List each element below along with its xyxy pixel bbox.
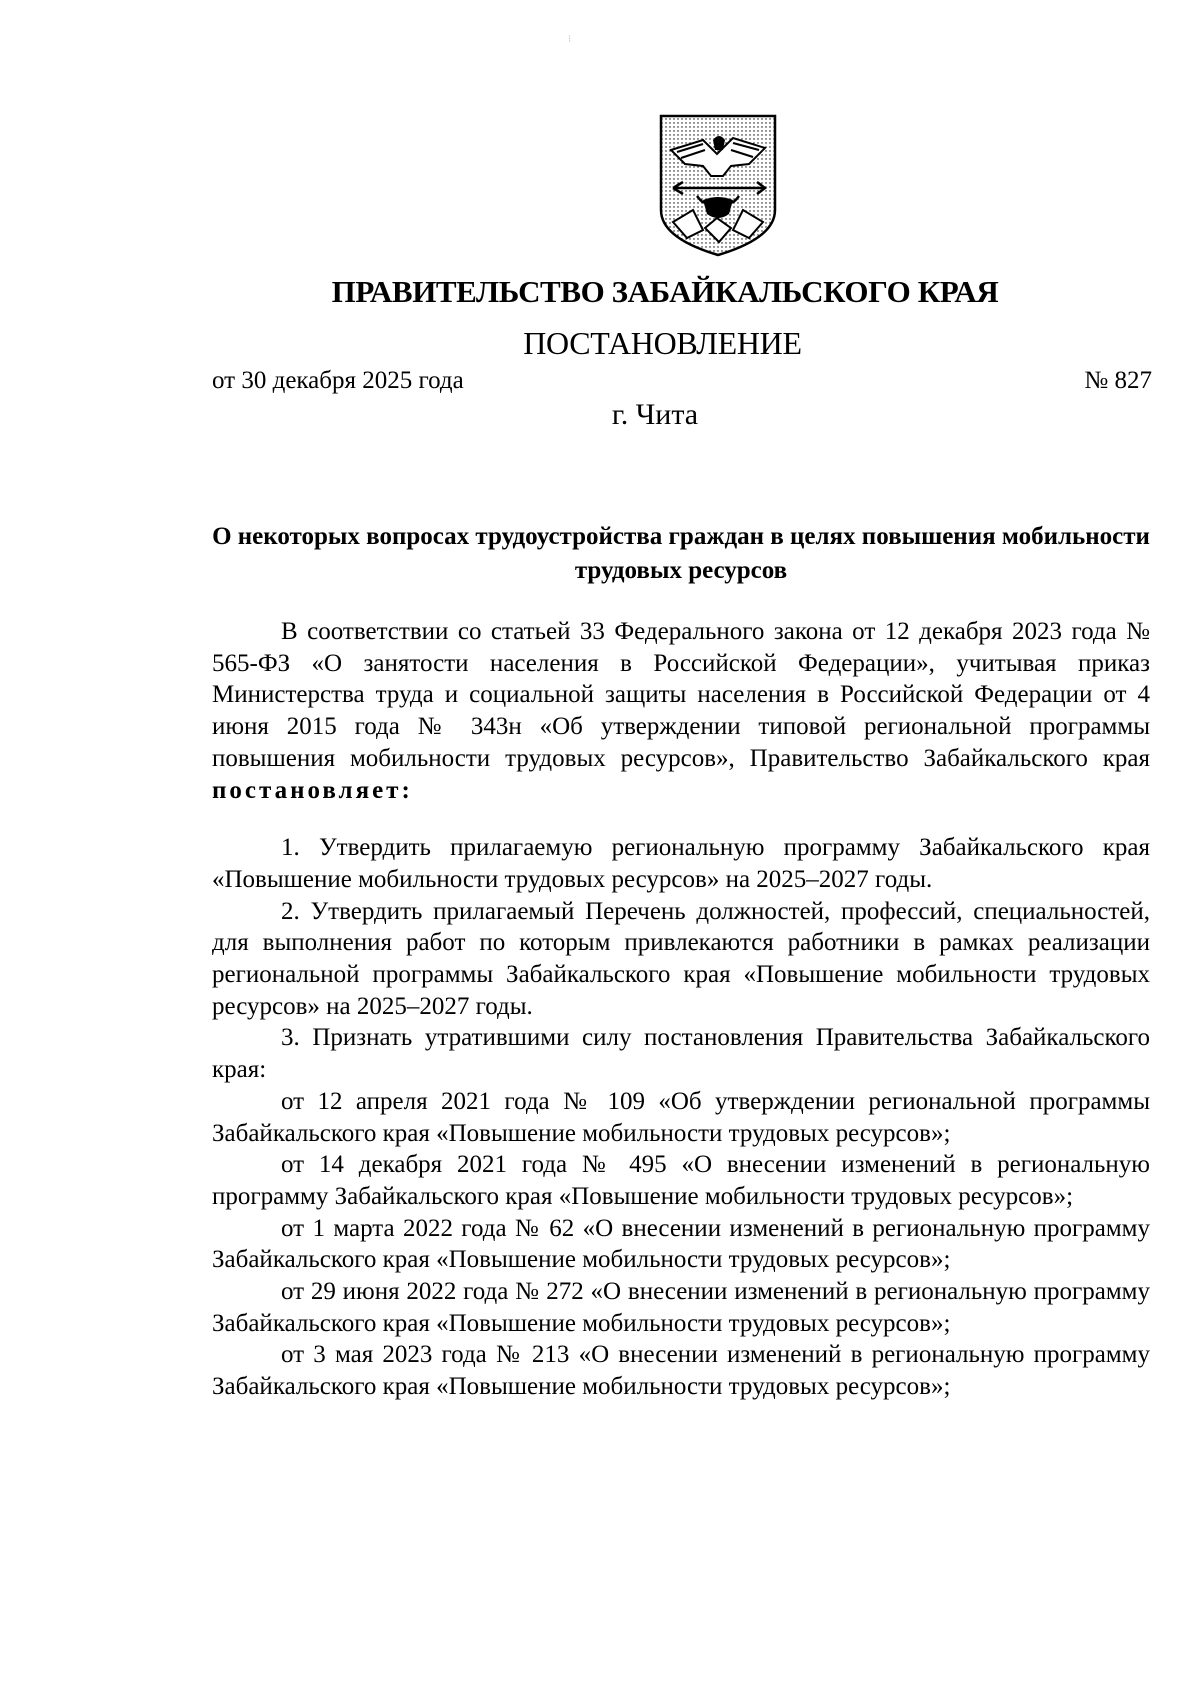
repealed-item: от 29 июня 2022 года № 272 «О внесении изменений в региональную программу Забайкальского края «Повышение мобильности трудовых ресурсов»;	[212, 1278, 1150, 1337]
document-date: от 30 декабря 2025 года	[212, 367, 464, 394]
document-title: О некоторых вопросах трудоустройства граждан в целях повышения мобильности трудовых ресурсов	[212, 523, 1150, 584]
repealed-item: от 3 мая 2023 года № 213 «О внесении изменений в региональную программу Забайкальского края «Повышение мобильности трудовых ресурсов»;	[212, 1341, 1150, 1401]
repealed-item: от 14 декабря 2021 года № 495 «О внесении изменений в региональную программу Забайкальского края «Повышение мобильности трудовых ресурсов»;	[212, 1151, 1150, 1210]
paragraph-3: 3. Признать утратившими силу постановления Правительства Забайкальского края:	[212, 1024, 1150, 1084]
paragraph-2: 2. Утвердить прилагаемый Перечень должностей, профессий, специальностей, для выполнения работ по которым привлекаются работники в рамках реализации региональной программы Забайкальского края «Повышение мобильности трудовых ресурсов» на 2025–2027 годы.	[212, 897, 1150, 1020]
preamble-paragraph	[212, 616, 1150, 806]
scan-speck: ⁝	[568, 34, 572, 45]
preamble-text: В соответствии со статьей 33 Федерального закона от 12 декабря 2023 года № 565-ФЗ «О занятости населения в Российской Федерации», учитывая приказ Министерства труда и социальной защиты населения в Российской Федерации от 4 июня 2015 года № 343н «Об утверждении типовой региональной программы повышения мобильности трудовых ресурсов», Правительство Забайкальского края	[212, 618, 1150, 772]
coat-of-arms-emblem	[653, 110, 783, 258]
repealed-item: от 12 апреля 2021 года № 109 «Об утверждении региональной программы Забайкальского края «Повышение мобильности трудовых ресурсов»;	[212, 1087, 1150, 1147]
document-kind: ПОСТАНОВЛЕНИЕ	[523, 325, 802, 361]
document-number: № 827	[1084, 367, 1152, 394]
resolves-word: постановляет:	[212, 776, 413, 804]
paragraph-1: 1. Утвердить прилагаемую региональную программу Забайкальского края «Повышение мобильности трудовых ресурсов» на 2025–2027 годы.	[212, 834, 1150, 893]
document-city: г. Чита	[611, 398, 699, 431]
repealed-item: от 1 марта 2022 года № 62 «О внесении изменений в региональную программу Забайкальского края «Повышение мобильности трудовых ресурсов»;	[212, 1214, 1150, 1274]
government-name: ПРАВИТЕЛЬСТВО ЗАБАЙКАЛЬСКОГО КРАЯ	[331, 274, 999, 309]
document-body	[212, 616, 1150, 1403]
